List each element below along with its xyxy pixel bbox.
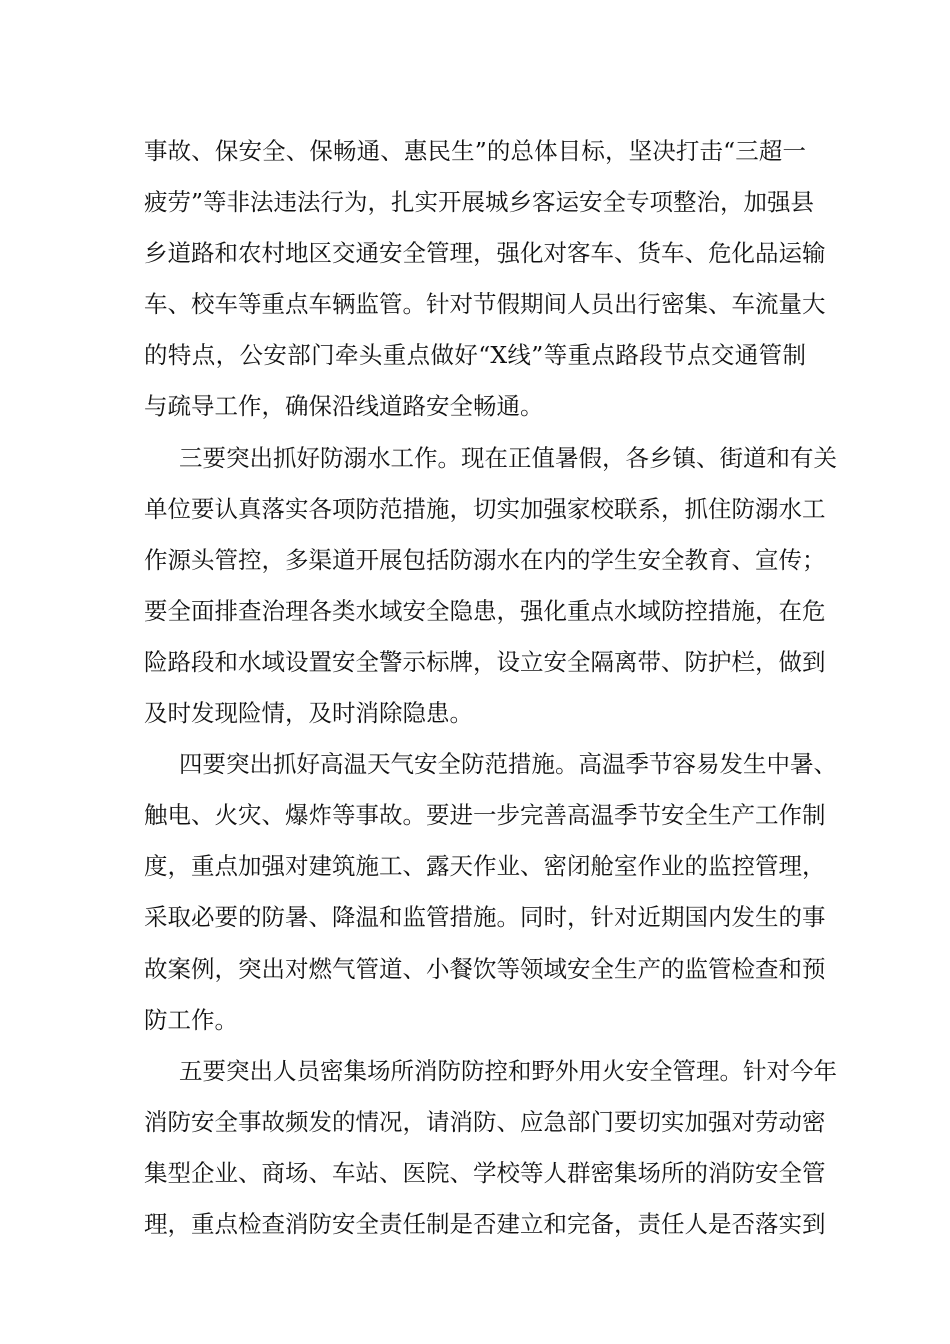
text-line: 及时发现险情，及时消除隐患。 — [144, 699, 473, 728]
text-line: 险路段和水域设置安全警示标牌，设立安全隔离带、防护栏，做到 — [144, 647, 826, 676]
text-line: 故案例，突出对燃气管道、小餐饮等领域安全生产的监管检查和预 — [144, 954, 826, 983]
paragraph-five-fire-safety — [144, 1046, 837, 1250]
text-line: 作源头管控，多渠道开展包括防溺水在内的学生安全教育、宣传； — [144, 545, 826, 574]
text-line: 理，重点检查消防安全责任制是否建立和完备，责任人是否落实到 — [144, 1209, 826, 1238]
text-line: 事故、保安全、保畅通、惠民生”的总体目标，坚决打击“三超一 — [144, 137, 806, 165]
text-line: 度，重点加强对建筑施工、露天作业、密闭舱室作业的监控管理， — [144, 852, 826, 881]
paragraph-continuation — [144, 126, 826, 433]
text-line: 五要突出人员密集场所消防防控和野外用火安全管理。针对今年 — [179, 1056, 837, 1085]
text-line: 三要突出抓好防溺水工作。现在正值暑假，各乡镇、街道和有关 — [179, 443, 837, 472]
text-line: 的特点，公安部门牵头重点做好“X线”等重点路段节点交通管制 — [144, 341, 806, 370]
text-line: 疲劳”等非法违法行为，扎实开展城乡客运安全专项整治，加强县 — [144, 188, 815, 217]
text-line: 乡道路和农村地区交通安全管理，强化对客车、货车、危化品运输 — [144, 239, 826, 268]
text-line: 触电、火灾、爆炸等事故。要进一步完善高温季节安全生产工作制 — [144, 801, 826, 830]
text-line: 采取必要的防暑、降温和监管措施。同时，针对近期国内发生的事 — [144, 903, 826, 932]
text-line: 防工作。 — [144, 1005, 238, 1034]
text-line: 四要突出抓好高温天气安全防范措施。高温季节容易发生中暑、 — [179, 750, 837, 779]
document-body — [144, 126, 837, 1250]
text-line: 车、校车等重点车辆监管。针对节假期间人员出行密集、车流量大 — [144, 290, 826, 319]
text-line: 消防安全事故频发的情况，请消防、应急部门要切实加强对劳动密 — [144, 1107, 826, 1136]
text-line: 单位要认真落实各项防范措施，切实加强家校联系，抓住防溺水工 — [144, 494, 826, 523]
text-line: 与疏导工作，确保沿线道路安全畅通。 — [144, 392, 544, 421]
paragraph-four-high-temperature — [144, 739, 837, 1046]
text-line: 集型企业、商场、车站、医院、学校等人群密集场所的消防安全管 — [144, 1158, 826, 1187]
text-line: 要全面排查治理各类水域安全隐患，强化重点水域防控措施，在危 — [144, 596, 826, 625]
paragraph-three-drowning-prevention — [144, 433, 837, 740]
